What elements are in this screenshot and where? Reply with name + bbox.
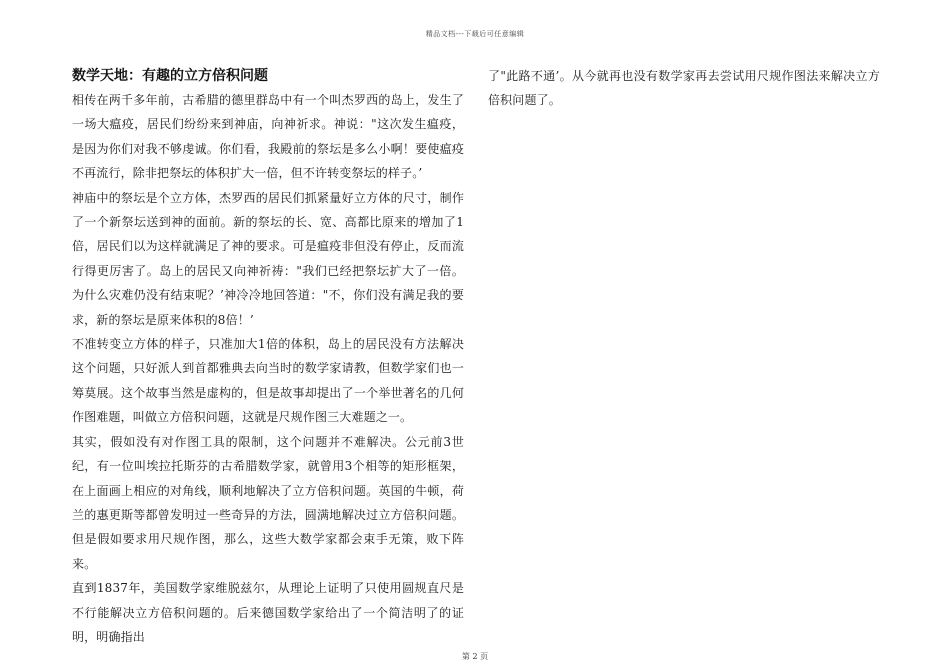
paragraph-legend: 相传在两千多年前，古希腊的德里群岛中有一个叫杰罗西的岛上，发生了一场大瘟疫，居民们纷纷来到神庙，向神祈求。神说："这次发生瘟疫，是因为你们对我不够虔诚。你们看，我殿前的祭坛是多么小啊！要使瘟疫不再流行，除非把祭坛的体积扩大一倍，但不许转变祭坛的样子。’ [72,93,464,181]
document-header-note: 精品文档---下载后可任意编辑 [425,30,525,38]
paragraph-continuation: 了"此路不通’。从今就再也没有数学家再去尝试用尺规作图法来解决立方倍积问题了。 [488,69,880,108]
page-number: 第 2 页 [461,652,489,661]
article-title: 数学天地：有趣的立方倍积问题 [72,68,268,84]
paragraph-problem: 不准转变立方体的样子，只准加大1倍的体积，岛上的居民没有方法解决这个问题，只好派人到首都雅典去向当时的数学家请教，但数学家们也一筹莫展。这个故事当然是虚构的，但是故事却提出了一个举世著名的几何作图难题，叫做立方倍积问题，这就是尺规作图三大难题之一。 [72,337,464,425]
right-column [488,64,880,113]
paragraph-altar: 神庙中的祭坛是个立方体，杰罗西的居民们抓紧量好立方体的尺寸，制作了一个新祭坛送到神的面前。新的祭坛的长、宽、高都比原来的增加了1倍，居民们以为这样就满足了神的要求。可是瘟疫非但没有停止，反而流行得更厉害了。岛上的居民又向神祈祷："我们已经把祭坛扩大了一倍。为什么灾难仍没有结束呢？’神冷冷地回答道："不，你们没有满足我的要求，新的祭坛是原来体积的8倍！’ [72,190,464,327]
left-column [72,64,464,649]
paragraph-solutions: 其实，假如没有对作图工具的限制，这个问题并不难解决。公元前3世纪，有一位叫埃拉托斯芬的古希腊数学家，就曾用3个相等的矩形框架，在上面画上相应的对角线，顺利地解决了立方倍积问题。英国的牛顿，荷兰的惠更斯等都曾发明过一些奇异的方法，圆满地解决过立方倍积问题。但是假如要求用尺规作图，那么，这些大数学家都会束手无策，败下阵来。 [72,434,464,571]
paragraph-proof: 直到1837年，美国数学家维脱兹尔，从理论上证明了只使用圆规直尺是不行能解决立方倍积问题的。后来德国数学家给出了一个简洁明了的证明，明确指出 [72,581,464,644]
